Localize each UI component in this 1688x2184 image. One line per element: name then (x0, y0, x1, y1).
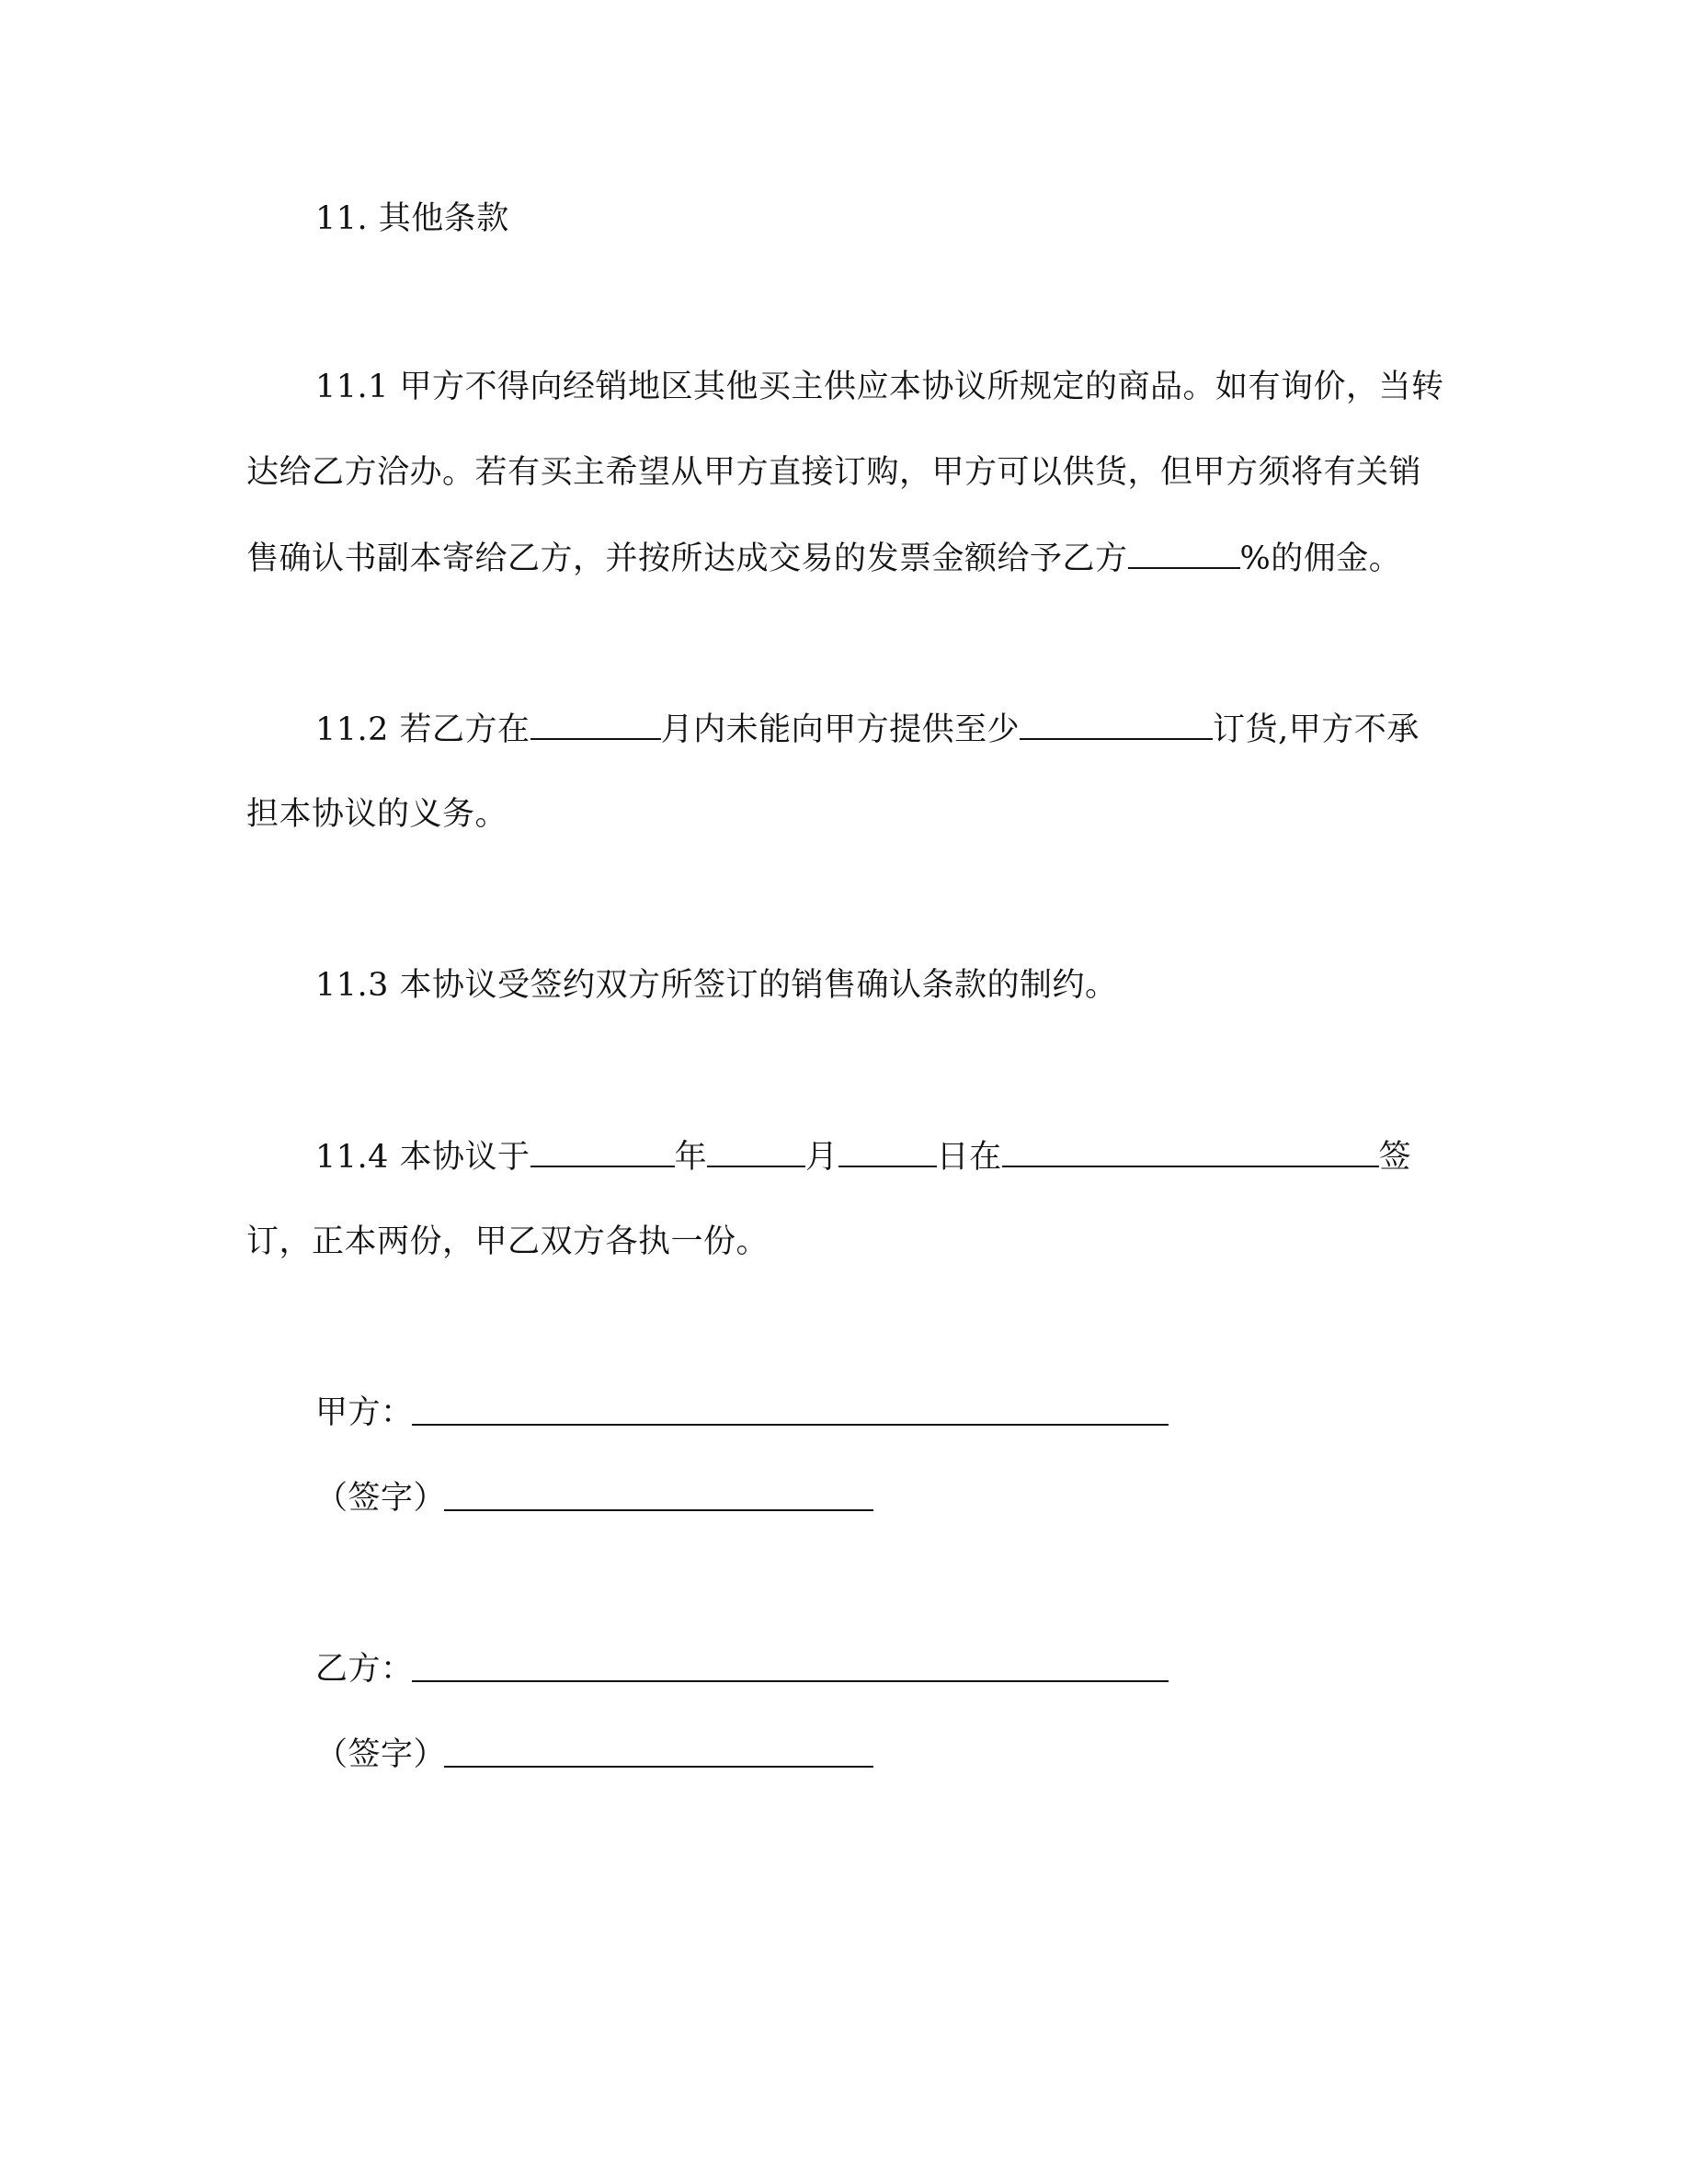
party-b-label: 乙方： (315, 1651, 414, 1688)
section-heading: 11. 其他条款 (315, 200, 509, 237)
clause-11-4-line-2: 订，正本两份，甲乙双方各执一份。 (246, 1223, 770, 1260)
sign-month-blank[interactable] (707, 1134, 805, 1167)
clause-11-2-prefix: 11.2 若乙方在 (315, 711, 530, 748)
clause-11-2-middle: 月内未能向甲方提供至少 (660, 711, 1021, 748)
clause-11-4-suffix: 签 (1378, 1139, 1412, 1176)
party-a-label: 甲方： (315, 1394, 414, 1431)
sign-place-blank[interactable] (1002, 1134, 1379, 1167)
party-b-signature-line[interactable] (444, 1766, 873, 1768)
party-a-name-line[interactable] (412, 1424, 1169, 1426)
clause-11-4-prefix: 11.4 本协议于 (315, 1139, 530, 1176)
sign-year-blank[interactable] (530, 1134, 675, 1167)
minimum-order-blank[interactable] (1020, 707, 1213, 740)
clause-11-2-line-2: 担本协议的义务。 (246, 796, 508, 833)
clause-11-1-line-3-text: 售确认书副本寄给乙方，并按所达成交易的发票金额给予乙方 (246, 540, 1128, 577)
party-a-signature-line[interactable] (444, 1509, 873, 1511)
day-label: 日在 (936, 1139, 1002, 1176)
month-label: 月 (805, 1139, 838, 1176)
clause-11-2-suffix: 订货,甲方不承 (1213, 711, 1420, 748)
clause-11-2-line-1 (315, 707, 1420, 752)
party-b-sign-label: （签字） (315, 1736, 447, 1773)
commission-percent-blank[interactable] (1128, 536, 1240, 569)
clause-11-4-line-1 (315, 1134, 1411, 1179)
clause-11-1-line-2: 达给乙方洽办。若有买主希望从甲方直接订购，甲方可以供货，但甲方须将有关销 (246, 454, 1422, 491)
months-blank[interactable] (530, 707, 661, 740)
clause-11-3-line-1: 11.3 本协议受签约双方所签订的销售确认条款的制约。 (315, 967, 1118, 1004)
year-label: 年 (674, 1139, 708, 1176)
clause-11-1-line-3-suffix: %的佣金。 (1239, 540, 1402, 577)
clause-11-1-line-3 (246, 536, 1401, 581)
sign-day-blank[interactable] (838, 1134, 937, 1167)
clause-11-1-line-1: 11.1 甲方不得向经销地区其他买主供应本协议所规定的商品。如有询价，当转 (315, 369, 1444, 405)
party-b-name-line[interactable] (412, 1680, 1169, 1682)
party-a-sign-label: （签字） (315, 1480, 447, 1517)
